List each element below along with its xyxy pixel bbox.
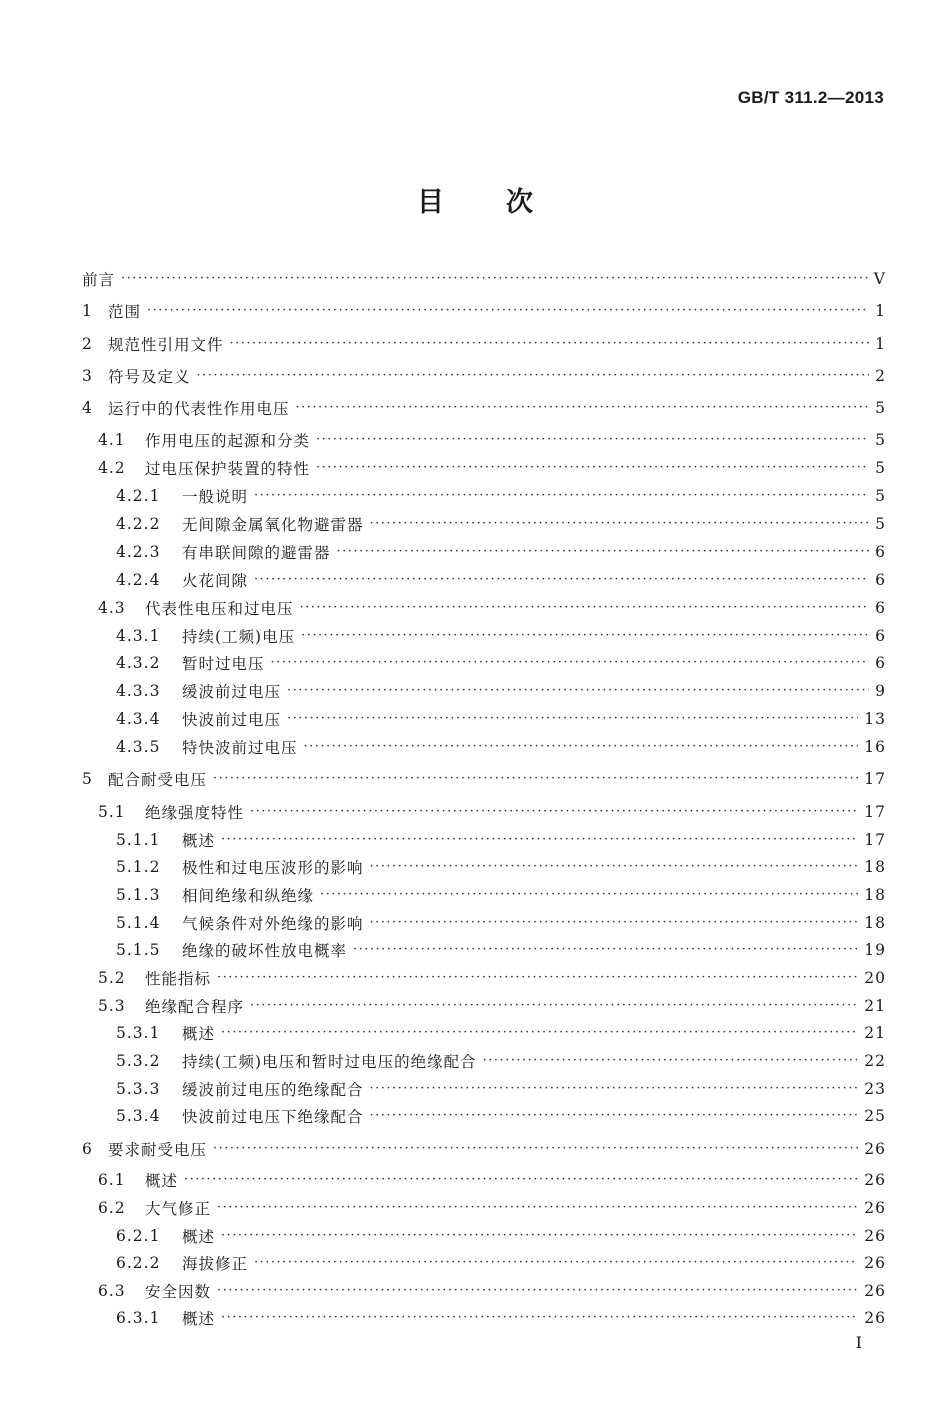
toc-leader-dots xyxy=(316,431,869,449)
toc-entry-title: 作用电压的起源和分类 xyxy=(145,432,311,450)
toc-entry-title: 无间隙金属氧化物避雷器 xyxy=(182,516,364,534)
toc-entry-page: 6 xyxy=(875,571,886,589)
toc-entry[interactable] xyxy=(0,800,886,824)
toc-entry-page: 16 xyxy=(864,738,886,756)
toc-entry-number: 5.1.5 xyxy=(116,941,161,959)
toc-entry[interactable] xyxy=(0,624,886,648)
toc-entry-title: 绝缘强度特性 xyxy=(145,804,245,822)
toc-entry[interactable] xyxy=(0,883,886,907)
toc-entry-page: 21 xyxy=(864,1024,886,1042)
toc-entry-number: 4.3.4 xyxy=(116,710,161,728)
toc-entry-number: 5.3.1 xyxy=(116,1024,161,1042)
toc-entry[interactable] xyxy=(0,1104,886,1128)
toc-leader-dots xyxy=(221,1227,858,1245)
toc-entry[interactable] xyxy=(0,767,886,791)
toc-entry-number: 6.2 xyxy=(98,1199,126,1217)
toc-entry-number: 5.1.4 xyxy=(116,914,161,932)
toc-entry-number: 1 xyxy=(82,302,93,320)
toc-entry-page: 19 xyxy=(864,941,886,959)
toc-entry-page: 5 xyxy=(875,459,886,477)
toc-leader-dots xyxy=(287,710,858,728)
document-code: GB/T 311.2—2013 xyxy=(737,88,884,107)
toc-entry-number: 6 xyxy=(82,1140,93,1158)
toc-leader-dots xyxy=(337,543,870,561)
toc-entry-number: 5.1.3 xyxy=(116,886,161,904)
toc-entry-page: 21 xyxy=(864,997,886,1015)
toc-entry-title: 大气修正 xyxy=(145,1200,212,1218)
toc-entry-title: 快波前过电压 xyxy=(182,711,282,729)
toc-leader-dots xyxy=(370,1080,859,1098)
toc-entry[interactable] xyxy=(0,1251,886,1275)
toc-entry-title: 安全因数 xyxy=(145,1283,212,1301)
toc-entry-page: 1 xyxy=(875,302,886,320)
toc-entry-page: 22 xyxy=(864,1052,886,1070)
toc-entry-title: 符号及定义 xyxy=(108,368,191,386)
toc-entry-title: 火花间隙 xyxy=(182,572,249,590)
toc-entry-title: 缓波前过电压 xyxy=(182,683,282,701)
toc-entry[interactable] xyxy=(0,994,886,1018)
toc-entry-title: 概述 xyxy=(182,1025,216,1043)
toc-entry-number: 4 xyxy=(82,399,93,417)
toc-entry-title: 相间绝缘和纵绝缘 xyxy=(182,887,315,905)
toc-leader-dots xyxy=(221,831,858,849)
toc-leader-dots xyxy=(250,803,858,821)
toc-entry-page: 26 xyxy=(864,1254,886,1272)
toc-entry[interactable] xyxy=(0,568,886,592)
toc-entry-page: 18 xyxy=(864,858,886,876)
toc-leader-dots xyxy=(221,1024,858,1042)
toc-entry-page: 2 xyxy=(875,367,886,385)
toc-entry-number: 5.2 xyxy=(98,969,126,987)
toc-leader-dots xyxy=(254,487,869,505)
toc-entry-page: V xyxy=(873,270,886,288)
toc-entry-number: 4.3.3 xyxy=(116,682,161,700)
toc-entry[interactable] xyxy=(0,484,886,508)
toc-entry-page: 13 xyxy=(864,710,886,728)
toc-entry-number: 5.3 xyxy=(98,997,126,1015)
toc-entry-title: 概述 xyxy=(182,1310,216,1328)
toc-entry[interactable] xyxy=(0,1196,886,1220)
toc-entry-title: 海拔修正 xyxy=(182,1255,249,1273)
toc-leader-dots xyxy=(221,1309,858,1327)
toc-entry-number: 5.1.1 xyxy=(116,831,161,849)
toc-entry[interactable] xyxy=(0,1077,886,1101)
toc-entry-number: 6.1 xyxy=(98,1171,126,1189)
toc-entry-page: 1 xyxy=(875,335,886,353)
toc-entry-title: 规范性引用文件 xyxy=(108,336,224,354)
toc-entry-number: 4.3.2 xyxy=(116,654,161,672)
toc-entry-title: 配合耐受电压 xyxy=(108,771,208,789)
toc-entry-page: 26 xyxy=(864,1140,886,1158)
toc-leader-dots xyxy=(254,1254,858,1272)
toc-entry-title: 代表性电压和过电压 xyxy=(145,600,294,618)
toc-leader-dots xyxy=(316,459,869,477)
toc-entry-number: 4.2.3 xyxy=(116,543,161,561)
toc-entry-page: 6 xyxy=(875,654,886,672)
toc-leader-dots xyxy=(213,1140,858,1158)
toc-entry-page: 6 xyxy=(875,627,886,645)
toc-entry-title: 气候条件对外绝缘的影响 xyxy=(182,915,364,933)
toc-entry-number: 3 xyxy=(82,367,93,385)
toc-entry-title: 运行中的代表性作用电压 xyxy=(108,400,290,418)
toc-entry-title: 概述 xyxy=(182,832,216,850)
toc-entry-title: 性能指标 xyxy=(145,970,212,988)
toc-entry-page: 17 xyxy=(864,831,886,849)
toc-entry-page: 18 xyxy=(864,886,886,904)
toc-entry-title: 有串联间隙的避雷器 xyxy=(182,544,331,562)
toc-entry-page: 18 xyxy=(864,914,886,932)
toc-entry-title: 要求耐受电压 xyxy=(108,1141,208,1159)
toc-entry-title: 概述 xyxy=(182,1228,216,1246)
toc-entry[interactable] xyxy=(0,679,886,703)
toc-leader-dots xyxy=(271,654,870,672)
toc-entry-number: 5.3.4 xyxy=(116,1107,161,1125)
toc-entry-number: 4.2 xyxy=(98,459,126,477)
toc-leader-dots xyxy=(483,1052,859,1070)
toc-entry-number: 6.3.1 xyxy=(116,1309,161,1327)
toc-leader-dots xyxy=(300,599,870,617)
toc-entry-title: 概述 xyxy=(145,1172,179,1190)
toc-entry-title: 范围 xyxy=(108,303,142,321)
toc-entry-number: 5.1 xyxy=(98,803,126,821)
toc-leader-dots xyxy=(230,335,870,353)
toc-entry-number: 5.3.2 xyxy=(116,1052,161,1070)
toc-entry-title: 暂时过电压 xyxy=(182,655,265,673)
toc-entry[interactable] xyxy=(0,855,886,879)
toc-leader-dots xyxy=(301,627,869,645)
toc-entry[interactable] xyxy=(0,1168,886,1192)
toc-entry-number: 5 xyxy=(82,770,93,788)
toc-entry-page: 5 xyxy=(875,431,886,449)
toc-entry-title: 持续(工频)电压和暂时过电压的绝缘配合 xyxy=(182,1053,477,1071)
toc-entry[interactable] xyxy=(0,299,886,323)
toc-leader-dots xyxy=(250,997,858,1015)
toc-entry[interactable] xyxy=(0,1306,886,1330)
toc-entry[interactable] xyxy=(0,911,886,935)
toc-entry[interactable] xyxy=(0,396,886,420)
toc-entry-title: 持续(工频)电压 xyxy=(182,628,296,646)
title-char-2: 次 xyxy=(506,187,533,218)
toc-entry-page: 20 xyxy=(864,969,886,987)
toc-entry-number: 4.3.5 xyxy=(116,738,161,756)
toc-entry-number: 2 xyxy=(82,335,93,353)
toc-entry-number: 5.3.3 xyxy=(116,1080,161,1098)
toc-entry-page: 26 xyxy=(864,1309,886,1327)
toc-leader-dots xyxy=(370,1107,859,1125)
toc-entry-title: 快波前过电压下绝缘配合 xyxy=(182,1108,364,1126)
toc-leader-dots xyxy=(213,770,858,788)
toc-entry[interactable] xyxy=(0,1224,886,1248)
toc-entry-page: 26 xyxy=(864,1171,886,1189)
toc-leader-dots xyxy=(370,914,859,932)
toc-leader-dots xyxy=(254,571,869,589)
page-number: I xyxy=(855,1333,862,1352)
toc-entry-number: 6.2.1 xyxy=(116,1227,161,1245)
toc-entry[interactable] xyxy=(0,735,886,759)
toc-leader-dots xyxy=(217,1282,858,1300)
toc-leader-dots xyxy=(184,1171,858,1189)
toc-entry[interactable] xyxy=(0,456,886,480)
toc-leader-dots xyxy=(370,515,870,533)
toc-leader-dots xyxy=(121,270,868,288)
toc-entry-page: 17 xyxy=(864,770,886,788)
toc-entry-page: 6 xyxy=(875,599,886,617)
toc-entry[interactable] xyxy=(0,1279,886,1303)
toc-entry-number: 6.2.2 xyxy=(116,1254,161,1272)
toc-entry-number: 5.1.2 xyxy=(116,858,161,876)
toc-entry[interactable] xyxy=(0,707,886,731)
toc-entry-title: 特快波前过电压 xyxy=(182,739,298,757)
toc-entry-title: 一般说明 xyxy=(182,488,249,506)
toc-entry[interactable] xyxy=(0,512,886,536)
toc-leader-dots xyxy=(217,969,858,987)
toc-entry-page: 5 xyxy=(875,399,886,417)
toc-entry[interactable] xyxy=(0,540,886,564)
toc-leader-dots xyxy=(147,302,869,320)
toc-entry-number: 4.3 xyxy=(98,599,126,617)
toc-leader-dots xyxy=(370,858,859,876)
toc-entry-page: 6 xyxy=(875,543,886,561)
toc-entry-page: 26 xyxy=(864,1282,886,1300)
toc-entry-number: 4.1 xyxy=(98,431,126,449)
toc-entry-number: 6.3 xyxy=(98,1282,126,1300)
toc-entry[interactable] xyxy=(0,332,886,356)
toc-leader-dots xyxy=(296,399,870,417)
toc-entry[interactable] xyxy=(0,267,886,291)
toc-entry-title: 过电压保护装置的特性 xyxy=(145,460,311,478)
toc-leader-dots xyxy=(217,1199,858,1217)
toc-entry[interactable] xyxy=(0,966,886,990)
toc-entry[interactable] xyxy=(0,1021,886,1045)
toc-entry[interactable] xyxy=(0,1137,886,1161)
toc-entry-page: 9 xyxy=(875,682,886,700)
toc-entry-page: 25 xyxy=(864,1107,886,1125)
toc-entry-page: 23 xyxy=(864,1080,886,1098)
toc-entry-page: 26 xyxy=(864,1227,886,1245)
toc-entry-page: 26 xyxy=(864,1199,886,1217)
toc-entry-page: 5 xyxy=(875,487,886,505)
toc-entry-title: 绝缘配合程序 xyxy=(145,998,245,1016)
toc-entry[interactable] xyxy=(0,651,886,675)
toc-leader-dots xyxy=(304,738,859,756)
toc-entry-title: 绝缘的破坏性放电概率 xyxy=(182,942,348,960)
toc-entry-number: 4.2.2 xyxy=(116,515,161,533)
toc-entry[interactable] xyxy=(0,364,886,388)
toc-entry-page: 17 xyxy=(864,803,886,821)
title-char-1: 目 xyxy=(417,187,444,218)
toc-leader-dots xyxy=(353,941,858,959)
toc-entry-title: 极性和过电压波形的影响 xyxy=(182,859,364,877)
toc-leader-dots xyxy=(287,682,869,700)
toc-entry[interactable] xyxy=(0,428,886,452)
toc-entry-number: 4.2.1 xyxy=(116,487,161,505)
toc-entry-page: 5 xyxy=(875,515,886,533)
toc-leader-dots xyxy=(197,367,870,385)
toc-entry[interactable] xyxy=(0,938,886,962)
toc-entry-title: 缓波前过电压的绝缘配合 xyxy=(182,1081,364,1099)
toc-entry-title: 前言 xyxy=(82,271,116,289)
toc-entry-number: 4.3.1 xyxy=(116,627,161,645)
toc-leader-dots xyxy=(320,886,858,904)
toc-entry[interactable] xyxy=(0,596,886,620)
toc-entry[interactable] xyxy=(0,828,886,852)
toc-entry[interactable] xyxy=(0,1049,886,1073)
toc-entry-number: 4.2.4 xyxy=(116,571,161,589)
